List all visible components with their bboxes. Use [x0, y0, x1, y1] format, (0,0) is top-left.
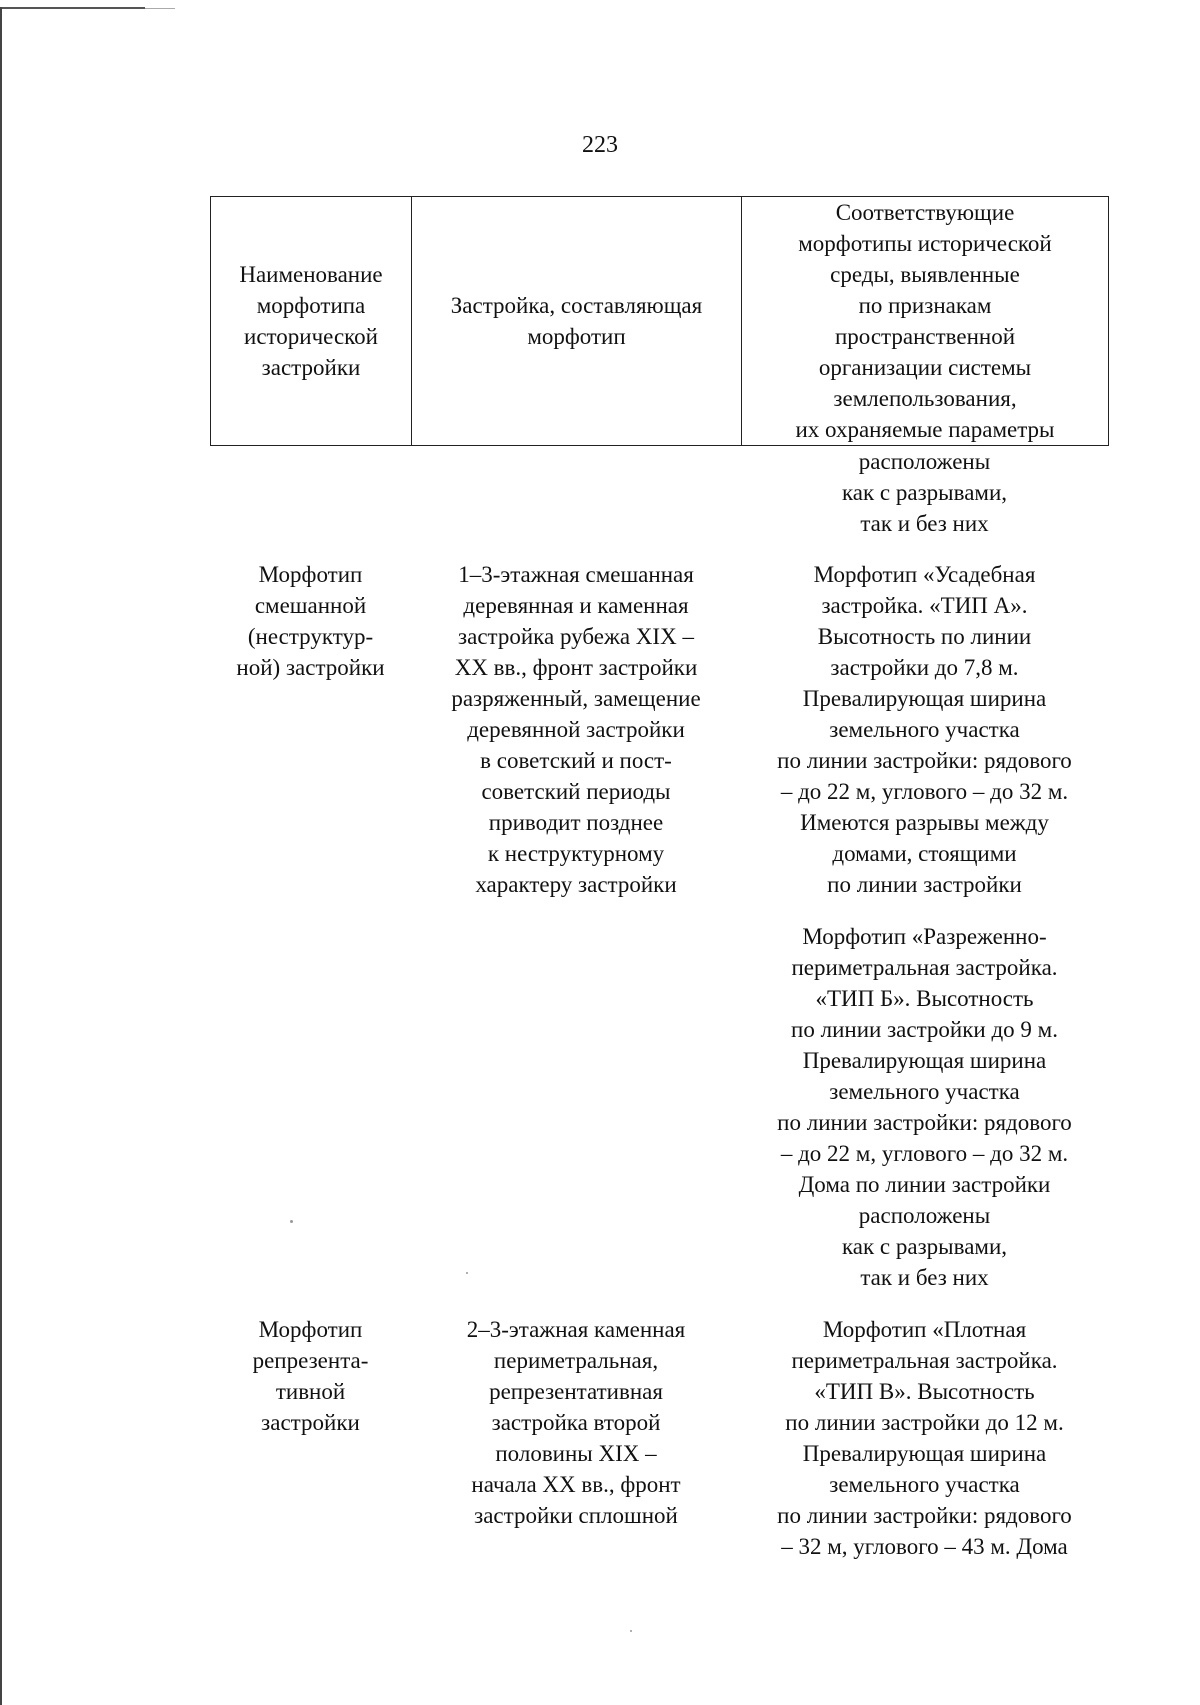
- row-1-morphotype-a: Морфотип «Усадебная застройка. «ТИП А». Высотность по линии застройки до 7,8 м. Превалирующая ширина земельного участка по линии застройки: рядового – до 22 м, углового – до 32 м. Имеются разрывы между домами, стоящими по линии застройки: [777, 562, 1072, 897]
- header-name-text: Наименование морфотипа исторической застройки: [239, 262, 383, 380]
- header-cell-morphotypes: [742, 197, 1109, 446]
- header-row: [211, 197, 1109, 446]
- header-buildings-text: Застройка, составляющая морфотип: [450, 293, 703, 349]
- row-2-name: Морфотип репрезента- тивной застройки: [252, 1317, 369, 1435]
- row-1-name: Морфотип смешанной (неструктур- ной) застройки: [236, 562, 385, 680]
- scan-edge-left: [0, 7, 2, 1705]
- continuation-text: расположены как с разрывами, так и без них: [841, 449, 1008, 536]
- table-header: [210, 196, 1109, 446]
- row-2-morphotype-c: Морфотип «Плотная периметральная застройка. «ТИП В». Высотность по линии застройки до 12 м. Превалирующая ширина земельного участка по линии застройки: рядового – 32 м, углового – 43 м. Дома: [777, 1317, 1072, 1559]
- header-morphotypes-text: Соответствующие морфотипы исторической среды, выявленные по признакам пространственной организации системы землепользования, их охраняемые параметры: [795, 200, 1055, 442]
- scan-edge-top: [0, 7, 145, 9]
- page-number: 223: [582, 132, 618, 158]
- header-cell-name: [211, 197, 412, 446]
- scan-edge-top-faint: [145, 8, 175, 9]
- row-1-morphotype-b: Морфотип «Разреженно- периметральная застройка. «ТИП Б». Высотность по линии застройки до 9 м. Превалирующая ширина земельного участка по линии застройки: рядового – до 22 м, углового – до 32 м. Дома по линии застройки расположены как с разрывами, так и без них: [777, 924, 1072, 1290]
- header-cell-buildings: [412, 197, 742, 446]
- scan-speck: [290, 1220, 293, 1223]
- row-1-buildings: 1–3-этажная смешанная деревянная и каменная застройка рубежа XIX – XX вв., фронт застройки разряженный, замещение деревянной застройки в советский и пост- советский периоды приводит позднее к неструктурному характеру застройки: [451, 562, 701, 897]
- scan-speck: [630, 1630, 632, 1632]
- row-2-buildings: 2–3-этажная каменная периметральная, репрезентативная застройка второй половины XIX – начала XX вв., фронт застройки сплошной: [466, 1317, 686, 1528]
- scan-speck: [466, 1272, 468, 1274]
